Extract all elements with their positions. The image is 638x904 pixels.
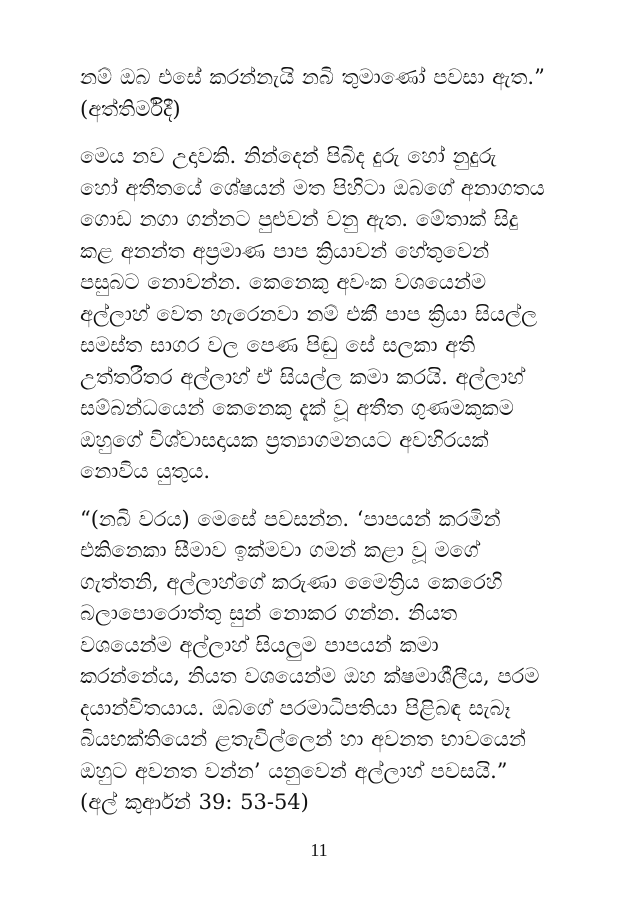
paragraph xyxy=(80,62,558,125)
body-text xyxy=(80,62,558,835)
text-line: නම් ඔබ එසේ කරන්නැයි නබි තුමාණෝ පවසා ඇත.” xyxy=(80,65,545,89)
text-line: සමස්ත සාගර වල පෙණ පිඬු සේ සලකා අති xyxy=(80,333,476,357)
text-line: (අත්තිර්මිදී) xyxy=(80,96,181,121)
text-line: බියභක්තියෙන් ළතැවිල්ලෙන් හා අවනත භාවයෙන් xyxy=(80,727,526,751)
paragraph xyxy=(80,504,558,819)
text-line: ඔහුට අවනත වන්න’ යනුවෙන් අල්ලාහ් පවසයි.” xyxy=(80,758,508,783)
text-line: දයාන්විතයාය. ඔබගේ පරමාධිපතියා පිළිබඳ සැබෑ xyxy=(80,695,511,720)
text-line: ගැත්තනි, අල්ලාහ්ගේ කරුණා මෛත්‍රිය කෙරෙහි xyxy=(80,569,503,594)
text-line: බලාපොරොත්තු සුන් නොකර ගන්න. නියත xyxy=(80,601,458,625)
paragraph xyxy=(80,141,558,488)
text-line: ඔහුගේ විශ්වාසදායක ප්‍රත්‍යාගමනයට අවහිරයක් xyxy=(80,427,489,452)
text-line: “(නබි වරය) මෙසේ පවසන්න. ‘පාපයන් කරමින් xyxy=(80,506,501,531)
text-line: (අල් කුර්ආන් 39: 53-54) xyxy=(80,790,309,814)
text-line: සම්බන්ධයෙන් කෙනෙකු දැක් වූ අතීත ගුණමකුකම xyxy=(80,396,514,420)
text-line: මෙය නව උදාවකි. නින්දෙන් පිබිද දුරු හෝ නුදුරු xyxy=(80,144,497,168)
text-line: උත්තරීතර අල්ලාහ් ඒ සියල්ල කමා කරයි. අල්ලාහ් xyxy=(80,364,524,389)
text-line: වශයෙන්ම අල්ලාහ් සියලුම පාපයන් කමා xyxy=(80,632,439,657)
text-line: නොවිය යුතුය. xyxy=(80,459,211,483)
text-line: එකිනෙකා සීමාව ඉක්මවා ගමන් කළා වූ මගේ xyxy=(80,538,479,562)
text-line: ගොඩ නගා ගන්නට පුළුවන් වනු ඇත. මේතාක් සිදු xyxy=(80,207,519,231)
page-number: 11 xyxy=(310,840,328,860)
text-line: හෝ අතීතයේ ශේෂයන් මත පිහිටා ඔබගේ අනාගතය xyxy=(80,175,545,200)
text-line: කරන්නේය, නියත වශයෙන්ම ඔහ ක්ෂමාශීලීය, පරම xyxy=(80,664,540,688)
text-line: කළ අනන්ත අප්‍රමාණ පාප ක්‍රියාවන් හේතුවෙන් xyxy=(80,238,490,263)
text-line: පසුබට නොවන්න. කෙනෙකු අවංක වශයෙන්ම xyxy=(80,270,487,294)
text-line: අල්ලාහ් වෙත හැරෙනවා නම් එකී පාප ක්‍රියා සියල්ල xyxy=(80,301,538,326)
